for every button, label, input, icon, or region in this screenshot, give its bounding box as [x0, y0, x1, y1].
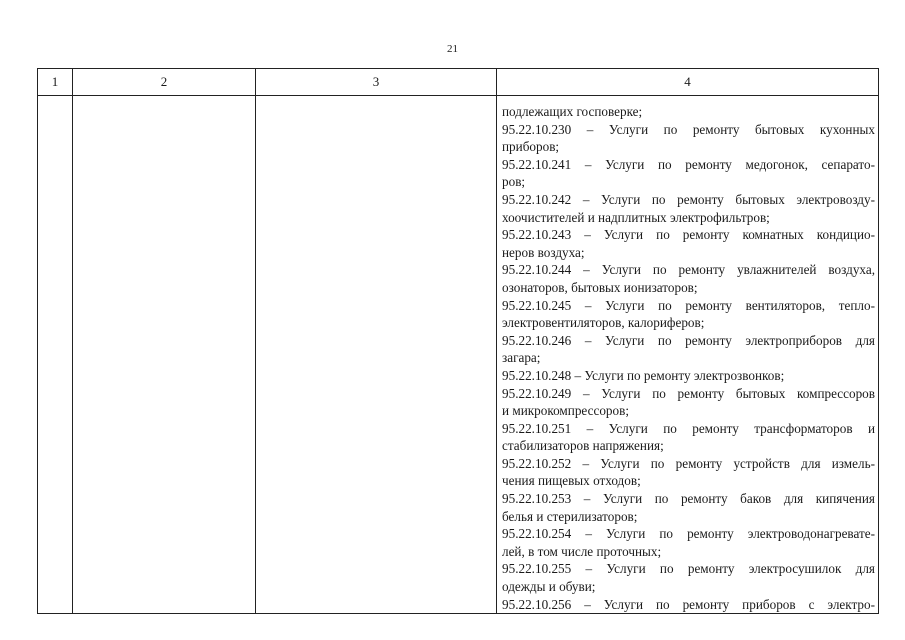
cell-column-4 — [497, 96, 879, 614]
text-line: неров воздуха; — [502, 244, 585, 260]
text-line: загара; — [502, 350, 541, 366]
text-line: 95.22.10.253 – Услуги по ремонту баков для кипячения — [502, 491, 875, 507]
column-header-2: 2 — [73, 69, 256, 96]
text-line: 95.22.10.252 – Услуги по ремонту устройств для измель- — [502, 455, 875, 471]
text-line: 95.22.10.255 – Услуги по ремонту электросушилок для — [502, 561, 875, 577]
text-line: 95.22.10.242 – Услуги по ремонту бытовых электровозду- — [502, 191, 875, 207]
text-line: 95.22.10.246 – Услуги по ремонту электроприборов для — [502, 332, 875, 348]
text-line: 95.22.10.241 – Услуги по ремонту медогонок, сепарато- — [502, 156, 875, 172]
text-line: лей, в том числе проточных; — [502, 543, 662, 559]
table-header-row — [38, 69, 879, 96]
column-header-4: 4 — [497, 69, 879, 96]
text-line: 95.22.10.256 – Услуги по ремонту приборов с электро- — [502, 596, 875, 612]
document-table — [37, 68, 879, 614]
cell-column-1 — [38, 96, 73, 614]
text-line: хоочистителей и надплитных электрофильтров; — [502, 209, 770, 225]
text-line: подлежащих госповерке; — [502, 104, 643, 119]
column-header-3: 3 — [256, 69, 497, 96]
cell-column-3 — [256, 96, 497, 614]
text-line: приборов; — [502, 139, 560, 155]
text-line: электровентиляторов, калориферов; — [502, 315, 705, 331]
text-line: 95.22.10.254 – Услуги по ремонту электроводонагревате- — [502, 526, 875, 542]
text-line: 95.22.10.243 – Услуги по ремонту комнатных кондицио- — [502, 227, 875, 243]
table-row — [38, 96, 879, 614]
text-line: и микрокомпрессоров; — [502, 403, 629, 419]
text-line: одежды и обуви; — [502, 579, 596, 595]
service-list-text — [502, 103, 875, 613]
cell-column-2 — [73, 96, 256, 614]
text-line: 95.22.10.248 – Услуги по ремонту электрозвонков; — [502, 367, 785, 383]
text-line: стабилизаторов напряжения; — [502, 438, 664, 454]
text-line: белья и стерилизаторов; — [502, 508, 638, 524]
text-line: 95.22.10.244 – Услуги по ремонту увлажнителей воздуха, — [502, 262, 875, 278]
text-line: 95.22.10.245 – Услуги по ремонту вентиляторов, тепло- — [502, 297, 875, 313]
text-line: 95.22.10.249 – Услуги по ремонту бытовых компрессоров — [502, 385, 875, 401]
text-line: озонаторов, бытовых ионизаторов; — [502, 279, 698, 295]
page-number: 21 — [447, 43, 458, 55]
text-line: чения пищевых отходов; — [502, 473, 641, 489]
column-header-1: 1 — [38, 69, 73, 96]
text-line: ров; — [502, 174, 526, 190]
text-line: 95.22.10.251 – Услуги по ремонту трансформаторов и — [502, 420, 875, 436]
text-line: 95.22.10.230 – Услуги по ремонту бытовых кухонных — [502, 121, 875, 137]
